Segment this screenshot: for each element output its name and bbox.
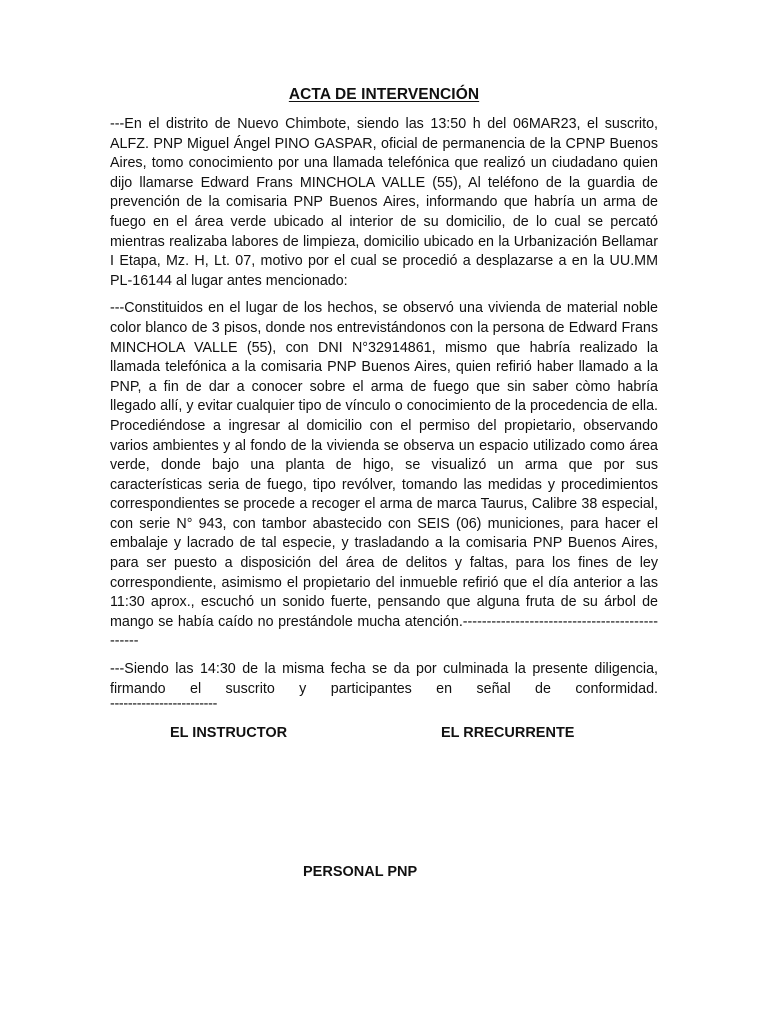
signature-label-recurrente: EL RRECURRENTE — [441, 725, 575, 741]
closing-dashes: ------------------------ — [110, 696, 218, 713]
paragraph-closing: ---Siendo las 14:30 de la misma fecha se da por culminada la presente diligencia, firmando el suscrito y participantes en señal de conformidad. — [110, 661, 658, 697]
paragraph-report: ---En el distrito de Nuevo Chimbote, siendo las 13:50 h del 06MAR23, el suscrito, ALFZ. PNP Miguel Ángel PINO GASPAR, oficial de permanencia de la CPNP Buenos Aires, tomo conocimiento por una llamada telefónica que realizó un ciudadano quien dijo llamarse Edward Frans MINCHOLA VALLE (55), Al teléfono de la guardia de prevención de la comisaria PNP Buenos Aires, informando que habría un arma de fuego en el área verde ubicado al interior de su domicilio, de lo cual se percató mientras realizaba labores de limpieza, domicilio ubicado en la Urbanización Bellamar I Etapa, Mz. H, Lt. 07, motivo por el cual se procedió a desplazarse a en la UU.MM PL-16144 al lugar antes mencionado: — [110, 116, 658, 289]
document-body — [110, 115, 658, 711]
document-title: ACTA DE INTERVENCIÓN — [288, 86, 480, 103]
paragraph-findings: ---Constituidos en el lugar de los hechos, se observó una vivienda de material noble color blanco de 3 pisos, donde nos entrevistándonos con la persona de Edward Frans MINCHOLA VALLE (55), con DNI N°32914861, mismo que habría realizado la llamada telefónica a la comisaria PNP Buenos Aires, quien refirió haber llamado a la PNP, a fin de dar a conocer sobre el arma de fuego que sin saber còmo habría llegado allí, y evitar cualquier tipo de vínculo o conocimiento de la procedencia de ella. Procediéndose a ingresar al domicilio con el permiso del propietario, observando varios ambientes y al fondo de la vivienda se observa un espacio utilizado como área verde, donde bajo una planta de higo, se visualizó un arma que por sus características seria de fuego, tipo revólver, tomando las medidas y procedimientos correspondientes se procede a recoger el arma de marca Taurus, Calibre 38 especial, con serie N° 943, con tambor abastecido con SEIS (06) municiones, para hacer el embalaje y lacrado de tal especie, y trasladando a la comisaria PNP Buenos Aires, para ser puesto a disposición del área de delitos y faltas, para los fines de ley correspondiente, asimismo el propietario del inmueble refirió que el día anterior a las 11:30 aprox., escuchó un sonido fuerte, pensando que alguna fruta de su árbol de mango se había caído no prestándole mucha atención.----------------------------------------------- — [110, 300, 658, 650]
paragraph-closing-block — [110, 660, 658, 711]
signature-label-instructor: EL INSTRUCTOR — [170, 725, 288, 741]
signature-label-personal-pnp: PERSONAL PNP — [303, 864, 418, 880]
